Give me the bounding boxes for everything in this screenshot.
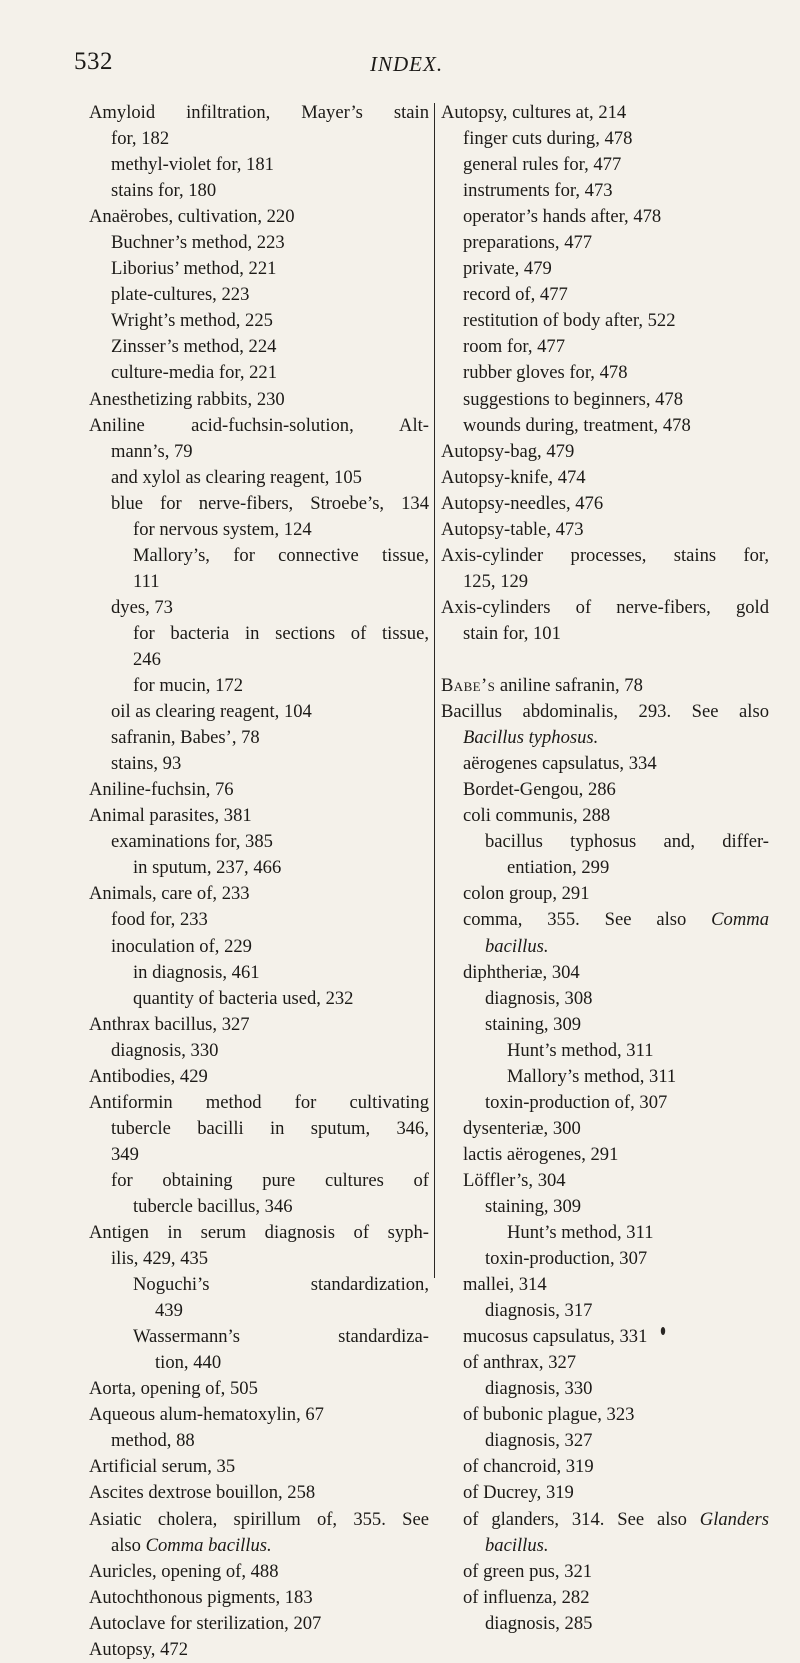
index-subentry [89,986,429,1012]
entry-text: of anthrax, 327 [463,1352,577,1374]
index-subentry [441,1533,769,1559]
entry-text: method, 88 [111,1430,195,1452]
index-entry [89,881,429,907]
entry-text: colon group, 291 [463,883,590,905]
entry-text: diagnosis, 308 [485,987,593,1009]
entry-text: room for, 477 [463,336,566,358]
entry-text: Artificial serum, 35 [89,1456,236,1478]
index-subentry [441,855,769,881]
index-subentry [441,152,769,178]
entry-text: Zinsser’s method, 224 [111,336,277,358]
entry-text: in sputum, 237, 466 [133,857,282,879]
index-subentry [441,178,769,204]
index-entry [89,204,429,230]
index-subentry [441,1454,769,1480]
entry-text: Löffler’s, 304 [463,1169,566,1191]
page-number: 532 [74,48,113,75]
index-subentry [89,1324,429,1350]
index-subentry [89,230,429,256]
entry-text: ilis, 429, 435 [111,1248,209,1270]
entry-text: toxin-production of, 307 [485,1091,668,1113]
entry-text: tion, 440 [155,1352,222,1374]
index-subentry [441,1585,769,1611]
index-entry [89,1637,429,1663]
index-entry [89,803,429,829]
index-subentry [89,126,429,152]
index-entry [441,465,769,491]
index-entry [89,1090,429,1116]
entry-text: Auricles, opening of, 488 [89,1560,279,1582]
entry-text: Aorta, opening of, 505 [89,1378,258,1400]
entry-text: aniline safranin, 78 [495,675,643,697]
index-entry [89,1611,429,1637]
index-subentry [89,934,429,960]
index-subentry [89,152,429,178]
index-subentry [441,1324,769,1350]
entry-text: Autopsy, 472 [89,1638,188,1660]
index-subentry [441,1376,769,1402]
entry-text: blue for nerve-fibers, Stroebe’s, 134 [111,492,429,514]
index-subentry [89,1272,429,1298]
entry-text: of green pus, 321 [463,1560,593,1582]
index-column-right [441,100,769,1637]
index-subentry [441,751,769,777]
index-subentry [441,881,769,907]
index-subentry [89,1194,429,1220]
entry-text: toxin-production, 307 [485,1248,648,1270]
index-subentry [441,1246,769,1272]
entry-text: suggestions to beginners, 478 [463,388,684,410]
index-subentry [441,1480,769,1506]
entry-text: Liborius’ method, 221 [111,258,277,280]
entry-text: Antibodies, 429 [89,1065,208,1087]
entry-text: Autopsy-needles, 476 [441,492,604,514]
index-subentry [441,308,769,334]
entry-text: Axis-cylinder processes, stains for, [441,544,769,566]
entry-text: Antiformin method for cultivating [89,1091,429,1113]
entry-text: safranin, Babes’, 78 [111,727,260,749]
entry-text: of chancroid, 319 [463,1456,594,1478]
entry-text: stain for, 101 [463,622,561,644]
entry-text: for bacteria in sections of tissue, [133,622,429,644]
index-subentry [441,230,769,256]
entry-text: operator’s hands after, 478 [463,206,662,228]
index-subentry [89,360,429,386]
entry-text: for mucin, 172 [133,675,243,697]
entry-text: restitution of body after, 522 [463,310,676,332]
index-subentry [89,699,429,725]
entry-text: bacillus. [485,1534,549,1556]
index-entry [89,777,429,803]
entry-text: bacillus. [485,935,549,957]
index-subentry [89,439,429,465]
index-subentry [89,334,429,360]
entry-text: examinations for, 385 [111,831,273,853]
entry-text: plate-cultures, 223 [111,284,250,306]
index-subentry [441,829,769,855]
index-entry [441,100,769,126]
index-subentry [89,1350,429,1376]
entry-text: 349 [111,1143,139,1165]
entry-text: Axis-cylinders of nerve-fibers, gold [441,596,769,618]
index-subentry [89,543,429,569]
index-subentry [441,1220,769,1246]
entry-text: oil as clearing reagent, 104 [111,701,312,723]
entry-text: record of, 477 [463,284,568,306]
index-subentry [89,1038,429,1064]
index-subentry [441,986,769,1012]
entry-text: general rules for, 477 [463,154,622,176]
index-subentry [89,256,429,282]
index-subentry [89,1142,429,1168]
entry-text: Animal parasites, 381 [89,805,252,827]
index-subentry [441,907,769,933]
index-subentry [441,256,769,282]
index-subentry [89,647,429,673]
running-head: INDEX. [370,52,444,76]
entry-text: diagnosis, 285 [485,1612,593,1634]
entry-text: Anesthetizing rabbits, 230 [89,388,285,410]
entry-text: Aniline-fuchsin, 76 [89,779,234,801]
entry-text: Hunt’s method, 311 [507,1222,654,1244]
entry-text: stains for, 180 [111,180,217,202]
entry-text: for nervous system, 124 [133,518,312,540]
entry-text: dysenteriæ, 300 [463,1117,581,1139]
index-subentry [441,360,769,386]
index-subentry [441,1142,769,1168]
entry-text: Noguchi’s standardization, [133,1274,429,1296]
index-column-left [89,100,429,1663]
index-subentry [89,673,429,699]
entry-text: Anthrax bacillus, 327 [89,1013,250,1035]
index-subentry [441,1272,769,1298]
index-subentry [441,1064,769,1090]
entry-text: diagnosis, 330 [485,1378,593,1400]
index-subentry [89,1168,429,1194]
entry-text: food for, 233 [111,909,208,931]
entry-text: finger cuts during, 478 [463,128,633,150]
entry-text: Animals, care of, 233 [89,883,250,905]
index-subentry [441,1038,769,1064]
index-subentry [441,1194,769,1220]
entry-text: coli communis, 288 [463,805,611,827]
index-subentry [441,1428,769,1454]
index-subentry [441,1611,769,1637]
entry-text: Autopsy-bag, 479 [441,440,575,462]
entry-text: also [111,1534,146,1556]
entry-text: stains, 93 [111,753,182,775]
index-entry [89,1454,429,1480]
index-entry [89,100,429,126]
entry-text: Mallory’s method, 311 [507,1065,677,1087]
index-entry [89,387,429,413]
index-subentry [89,595,429,621]
entry-text: Wright’s method, 225 [111,310,273,332]
entry-text: Mallory’s, for connective tissue, [133,544,429,566]
entry-text: Bacillus typhosus. [463,727,599,749]
entry-text: Autopsy, cultures at, 214 [441,102,627,123]
entry-text: 111 [133,570,160,592]
index-entry [441,673,769,699]
index-subentry [441,387,769,413]
index-entry [89,1585,429,1611]
index-subentry [89,569,429,595]
entry-text: of bubonic plague, 323 [463,1404,635,1426]
index-entry [89,1507,429,1533]
entry-text: mann’s, 79 [111,440,193,462]
entry-text: Asiatic cholera, spirillum of, 355. See [89,1508,429,1530]
index-subentry [89,282,429,308]
print-speck [660,1326,666,1336]
index-subentry [441,282,769,308]
entry-text: comma, 355. See also [463,909,712,931]
entry-text: dyes, 73 [111,596,173,618]
index-subentry [441,1090,769,1116]
entry-text: of glanders, 314. See also [463,1508,700,1530]
page-header [0,46,800,86]
index-subentry [441,621,769,647]
index-subentry [441,1298,769,1324]
entry-text: diphtheriæ, 304 [463,961,580,983]
entry-text: inoculation of, 229 [111,935,252,957]
index-subentry [441,334,769,360]
index-entry [89,413,429,439]
entry-text: in diagnosis, 461 [133,961,260,983]
index-entry [89,1402,429,1428]
entry-text: instruments for, 473 [463,180,613,202]
index-entry [441,517,769,543]
entry-text: quantity of bacteria used, 232 [133,987,354,1009]
entry-text: mallei, 314 [463,1274,547,1296]
index-subentry [441,960,769,986]
entry-text: Aniline acid-fuchsin-solution, Alt- [89,414,429,436]
blank-line [441,647,769,673]
index-subentry [89,907,429,933]
index-entry [441,439,769,465]
index-entry [89,1480,429,1506]
entry-text: aërogenes capsulatus, 334 [463,753,657,775]
entry-text: lactis aërogenes, 291 [463,1143,619,1165]
index-subentry [89,855,429,881]
entry-text: entiation, 299 [507,857,610,879]
entry-text: methyl-violet for, 181 [111,154,274,176]
entry-text: Comma bacillus. [145,1534,272,1556]
entry-text: diagnosis, 327 [485,1430,593,1452]
entry-text: Autoclave for sterilization, 207 [89,1612,322,1634]
index-entry [89,1012,429,1038]
entry-text: tubercle bacillus, 346 [133,1195,293,1217]
index-subentry [89,465,429,491]
index-subentry [89,491,429,517]
index-subentry [89,178,429,204]
index-entry [89,1559,429,1585]
index-subentry [441,126,769,152]
index-subentry [441,1402,769,1428]
entry-text: mucosus capsulatus, 331 [463,1326,648,1348]
index-subentry [441,1116,769,1142]
entry-text: Anaërobes, cultivation, 220 [89,206,295,228]
index-subentry [89,308,429,334]
entry-text: Bacillus abdominalis, 293. See also [441,701,769,723]
index-subentry [441,777,769,803]
entry-text: Ascites dextrose bouillon, 258 [89,1482,316,1504]
entry-text: rubber gloves for, 478 [463,362,628,384]
index-entry [441,699,769,725]
entry-text: private, 479 [463,258,552,280]
entry-text: Antigen in serum diagnosis of syph- [89,1222,429,1244]
entry-text: of influenza, 282 [463,1586,590,1608]
index-subentry [441,1168,769,1194]
column-divider [434,103,435,1278]
index-entry [441,543,769,569]
index-subentry [89,725,429,751]
entry-text: tubercle bacilli in sputum, 346, [111,1117,429,1139]
entry-text: wounds during, treatment, 478 [463,414,691,436]
entry-text: Comma [711,909,769,931]
entry-text: of Ducrey, 319 [463,1482,574,1504]
entry-text: Autopsy-table, 473 [441,518,584,540]
index-subentry [89,829,429,855]
index-entry [89,1376,429,1402]
index-entry [441,595,769,621]
entry-text: Aqueous alum-hematoxylin, 67 [89,1404,324,1426]
entry-text: 125, 129 [463,570,529,592]
index-subentry [441,803,769,829]
entry-text: culture-media for, 221 [111,362,278,384]
index-subentry [441,413,769,439]
index-subentry [441,1559,769,1585]
index-subentry [89,517,429,543]
index-subentry [441,1350,769,1376]
entry-text: bacillus typhosus and, differ- [485,831,769,853]
entry-text: Hunt’s method, 311 [507,1039,654,1061]
entry-text: diagnosis, 317 [485,1300,593,1322]
index-subentry [89,1533,429,1559]
entry-text: diagnosis, 330 [111,1039,219,1061]
entry-text: Buchner’s method, 223 [111,232,285,254]
entry-text: Babe’s [441,675,496,697]
index-subentry [89,1246,429,1272]
index-subentry [441,725,769,751]
index-subentry [441,569,769,595]
entry-text: Bordet-Gengou, 286 [463,779,616,801]
index-subentry [89,751,429,777]
entry-text: Amyloid infiltration, Mayer’s stain [89,102,429,123]
index-subentry [441,204,769,230]
entry-text: and xylol as clearing reagent, 105 [111,466,362,488]
entry-text: Autopsy-knife, 474 [441,466,586,488]
entry-text: 246 [133,648,161,670]
entry-text: preparations, 477 [463,232,593,254]
index-entry [441,491,769,517]
index-subentry [441,1507,769,1533]
entry-text: for obtaining pure cultures of [111,1169,429,1191]
index-subentry [441,1012,769,1038]
entry-text: Autochthonous pigments, 183 [89,1586,313,1608]
index-subentry [89,960,429,986]
index-entry [89,1064,429,1090]
index-subentry [89,1428,429,1454]
entry-text: staining, 309 [485,1013,582,1035]
index-subentry [89,1298,429,1324]
index-entry [89,1220,429,1246]
entry-text: Wassermann’s standardiza- [133,1326,429,1348]
entry-text: Glanders [699,1508,769,1530]
entry-text: for, 182 [111,128,170,150]
index-subentry [89,621,429,647]
entry-text: staining, 309 [485,1195,582,1217]
index-subentry [441,934,769,960]
entry-text: 439 [155,1300,183,1322]
index-subentry [89,1116,429,1142]
